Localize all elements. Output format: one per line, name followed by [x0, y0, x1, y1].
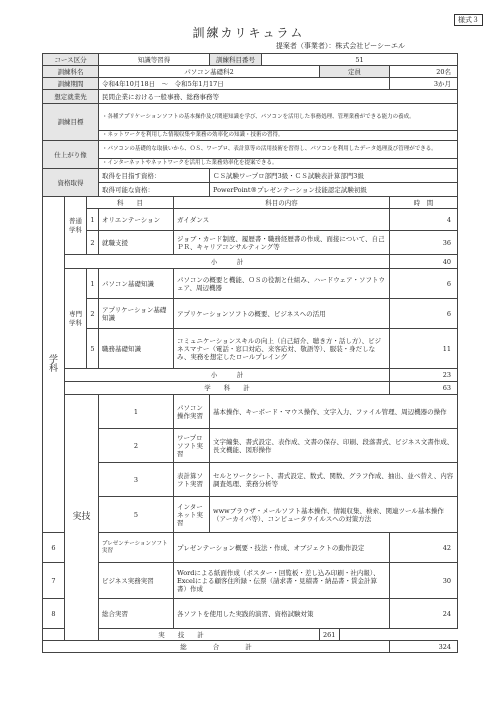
row-subject: 就職支援: [99, 231, 174, 255]
capacity-label: 定員: [320, 66, 390, 78]
grand-total-label: 総 合 計: [43, 641, 390, 653]
row-no: 1: [99, 395, 174, 429]
period-label: 訓練期間: [43, 78, 99, 90]
row-subject: パソコン操作実習: [174, 395, 210, 429]
special-subtotal-label: 小 計: [65, 369, 390, 382]
course-type-label: コース区分: [43, 54, 99, 66]
row-subject: 表計算ソフト実習: [174, 463, 210, 497]
gakka-total: 63: [390, 382, 458, 395]
course-type: 知識等習得: [99, 54, 210, 66]
qual-target: ＣＳ試験ワープロ部門3級・ＣＳ試験表計算部門3級: [210, 169, 458, 183]
table-row: [43, 429, 458, 463]
row-content: パソコンの概要と機能、ＯＳの役割と仕組み、ハードウェア・ソフトウェア、周辺機器: [174, 269, 390, 299]
form-number: 様式３: [454, 14, 483, 26]
header-hours: 時 間: [390, 197, 458, 209]
row-no: 2: [87, 231, 99, 255]
gakka-label: 学科: [43, 197, 65, 533]
months: 3か月: [390, 78, 458, 90]
table-row: [43, 395, 458, 429]
jitsugi-total-label: 実 技 計: [43, 629, 320, 641]
goal-2: ・ネットワークを利用した情報収集や業務の効率化の知識・技術の習得。: [99, 131, 458, 141]
page-title: 訓練カリキュラム: [192, 26, 305, 40]
row-content: ジョブ・カード制度、履歴書・職務経歴書の作成、面接について、自己ＰＲ、キャリアコンサルティング等: [174, 231, 390, 255]
table-row: [43, 599, 458, 629]
job: 民間企業における一般事務、総務事務等: [99, 90, 458, 104]
row-hours: 4: [390, 209, 458, 231]
row-hours: 36: [390, 231, 458, 255]
row-no: 7: [43, 563, 65, 599]
row-content: セルとワークシート、書式設定、数式、関数、グラフ作成、抽出、並べ替え、内容調査処理、業務分析等: [210, 463, 458, 497]
row-hours: 6: [390, 269, 458, 299]
row-subject: アプリケーション基礎知識: [99, 299, 174, 329]
row-content: 文字編集、書式設定、表作成、文書の保存、印刷、段落書式、ビジネス文書作成、長文機能、図形操作: [210, 429, 458, 463]
qual-possible: PowerPoint®プレゼンテーション技能認定試験初級: [210, 183, 458, 197]
table-row: [43, 329, 458, 369]
row-hours: 6: [390, 299, 458, 329]
finish-1: ・パソコンの基礎的な取扱いから、ＯＳ、ワープロ、表計算等の活用技術を習得し、パソコンを利用したデータ処理及び管理ができる。: [99, 141, 458, 159]
row-subject: ワープロソフト実習: [174, 429, 210, 463]
goal-1: ・各種アプリケーションソフトの基本操作及び関連知識を学び、パソコンを活用した事務処理、管理業務ができる能力の養成。: [99, 104, 458, 131]
special-subject-label: 専門学科: [65, 269, 87, 369]
general-subtotal-label: 小 計: [65, 255, 390, 269]
course-name-label: 訓練科名: [43, 66, 99, 78]
row-no: 6: [43, 533, 65, 563]
gakka-total-label: 学 科 計: [65, 382, 390, 395]
course-name: パソコン基礎科2: [99, 66, 320, 78]
special-subtotal: 23: [390, 369, 458, 382]
row-hours: 30: [390, 563, 458, 599]
table-row: [43, 463, 458, 497]
row-subject: ビジネス実務実習: [99, 563, 174, 599]
capacity: 20名: [390, 66, 458, 78]
row-content: 基本操作、キーボード・マウス操作、文字入力、ファイル管理、周辺機器の操作: [210, 395, 458, 429]
row-content: Wordによる紙面作成（ポスター・回覧板・差し込み印刷・社内報）、Excelによる顧客住所録・伝票（請求書・見積書・納品書・賃金計算書）作成: [174, 563, 390, 599]
row-content: アプリケーションソフトの概要、ビジネスへの活用: [174, 299, 390, 329]
row-no: 5: [99, 497, 174, 533]
table-row: [43, 209, 458, 231]
finish-2: ・インターネットやネットワークを活用した業務効率化を提案できる。: [99, 159, 458, 169]
period: 令和4年10月18日 ～ 令和5年1月17日: [99, 78, 390, 90]
curriculum-table: [42, 53, 458, 653]
system-no: 51: [262, 54, 458, 66]
qual-target-label: 取得を目指す資格：: [99, 169, 210, 183]
goal-label: 訓練目標: [43, 104, 99, 141]
job-label: 想定就業先: [43, 90, 99, 104]
general-subtotal: 40: [390, 255, 458, 269]
row-content: プレゼンテーション概要・技法・作成、オブジェクトの動作設定: [174, 533, 390, 563]
general-subject-label: 普通学科: [65, 197, 87, 255]
row-subject: パソコン基礎知識: [99, 269, 174, 299]
table-row: [43, 563, 458, 599]
table-row: [43, 497, 458, 533]
row-content: ガイダンス: [174, 209, 390, 231]
row-hours: 42: [390, 533, 458, 563]
proposer: 提案者（事業者）：株式会社ピーシーエル: [275, 42, 405, 50]
row-subject: インターネット実習: [174, 497, 210, 533]
table-row: [43, 533, 458, 563]
table-row: [43, 269, 458, 299]
row-hours: 11: [390, 329, 458, 369]
grand-total: 324: [390, 641, 458, 653]
row-no: 5: [87, 329, 99, 369]
row-no: 2: [87, 299, 99, 329]
qual-possible-label: 取得可能な資格：: [99, 183, 210, 197]
row-no: 3: [99, 463, 174, 497]
header-content: 科目の内容: [174, 197, 390, 209]
row-content: wwwブラウザ・メールソフト基本操作、情報収集、検索、関連ツール基本操作（アーカイバ等）、コンピュータウイルスへの対策方法: [210, 497, 458, 533]
row-no: 8: [43, 599, 65, 629]
row-hours: 24: [390, 599, 458, 629]
jitsugi-total: 261: [320, 629, 340, 641]
jitsugi-label: 実技: [65, 395, 99, 641]
row-no: 2: [99, 429, 174, 463]
qual-label: 資格取得: [43, 169, 99, 197]
header-subject: 科 目: [87, 197, 174, 209]
system-no-label: 訓練科目番号: [210, 54, 262, 66]
row-subject: 職務基礎知識: [99, 329, 174, 369]
row-subject: プレゼンテーションソフト実習: [99, 533, 174, 563]
row-subject: オリエンテーション: [99, 209, 174, 231]
row-subject: 総合実習: [99, 599, 174, 629]
table-row: [43, 299, 458, 329]
row-no: 1: [87, 209, 99, 231]
row-no: 1: [87, 269, 99, 299]
row-content: コミュニケーションスキルの向上（自己紹介、聴き方・話し方）、ビジネスマナー（電話・窓口対応、来客応対、敬語等）、服装・身だしなみ、実務を想定したロールプレイング: [174, 329, 390, 369]
row-content: 各ソフトを使用した実践的演習、資格試験対策: [174, 599, 390, 629]
finish-label: 仕上がり像: [43, 141, 99, 169]
table-row: [43, 231, 458, 255]
